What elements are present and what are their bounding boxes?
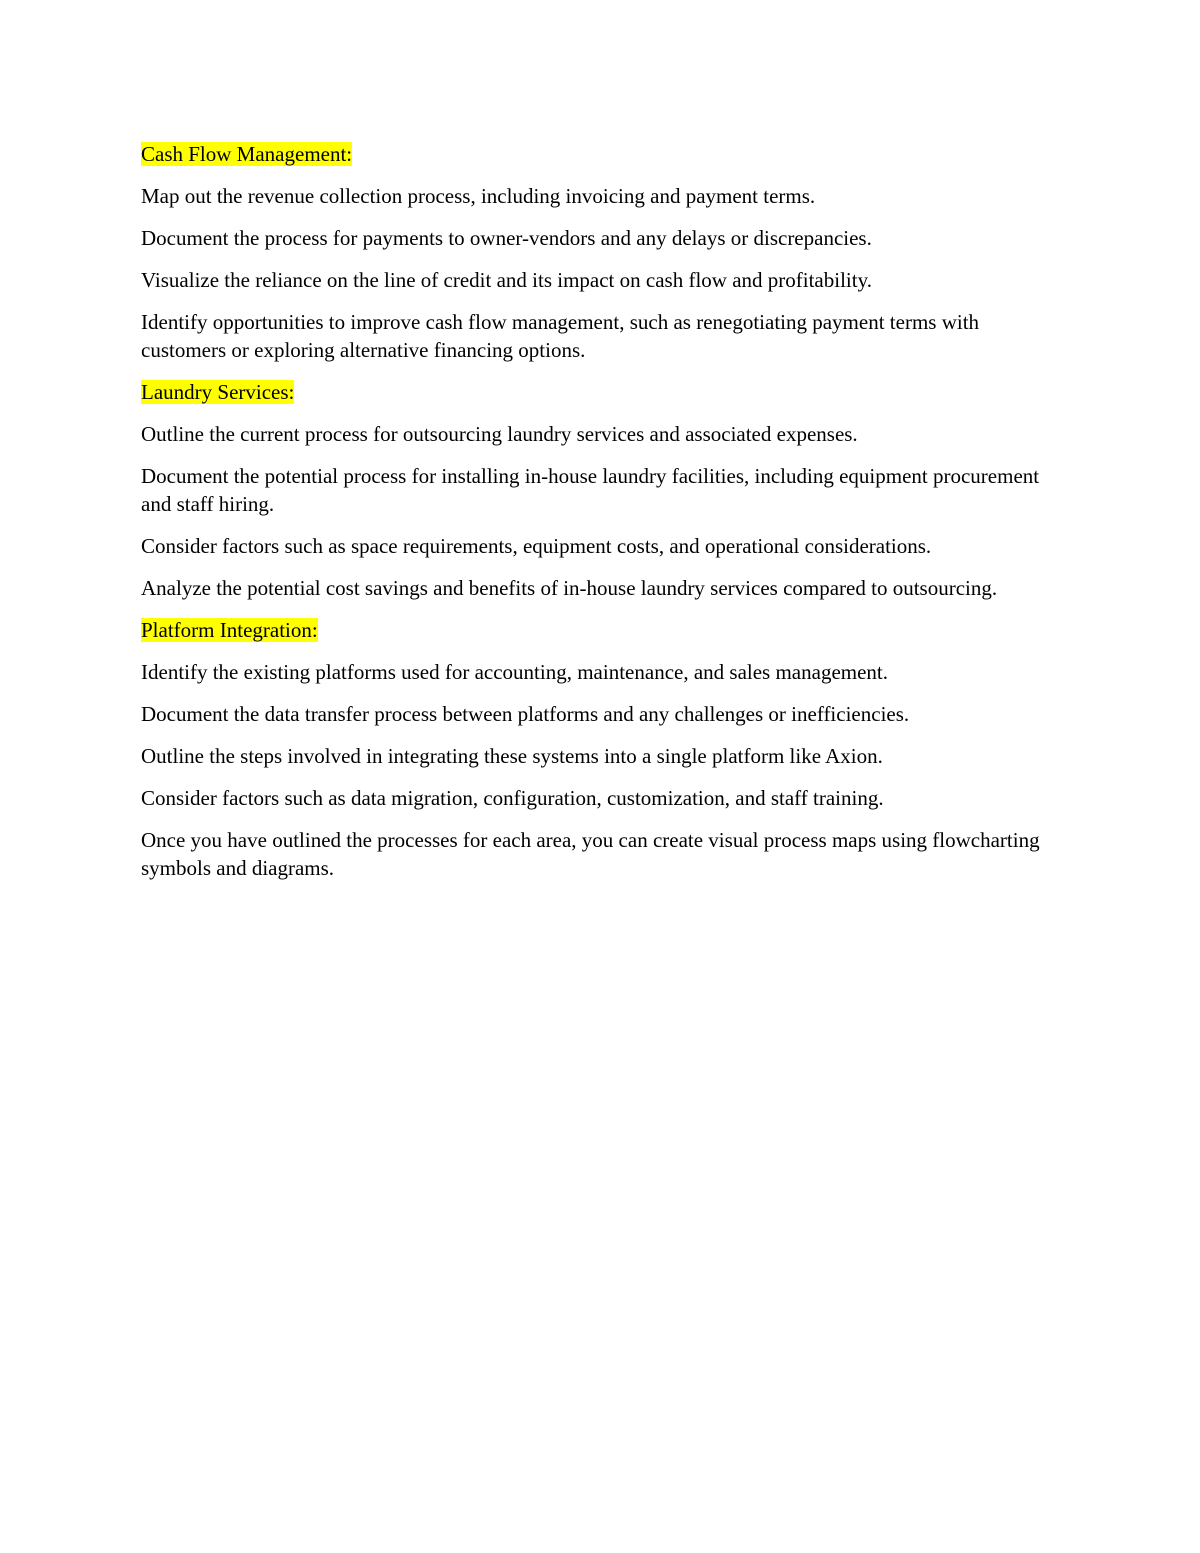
paragraph: Consider factors such as data migration, configuration, customization, and staff training. (141, 786, 884, 810)
section-heading (141, 140, 1046, 168)
paragraph: Outline the steps involved in integrating these systems into a single platform like Axion. (141, 744, 883, 768)
paragraph: Identify the existing platforms used for accounting, maintenance, and sales management. (141, 660, 889, 684)
paragraph: Document the data transfer process between platforms and any challenges or inefficiencies. (141, 702, 910, 726)
paragraph: Map out the revenue collection process, including invoicing and payment terms. (141, 184, 816, 208)
document-body (141, 140, 1046, 896)
highlighted-heading-text: Platform Integration: (141, 618, 318, 642)
section-laundry-services (141, 378, 1046, 602)
paragraph: Analyze the potential cost savings and benefits of in-house laundry services compared to outsourcing. (141, 576, 998, 600)
paragraph: Visualize the reliance on the line of credit and its impact on cash flow and profitability. (141, 268, 872, 292)
section-heading (141, 378, 1046, 406)
paragraph: Identify opportunities to improve cash flow management, such as renegotiating payment terms with customers or exploring alternative financing options. (141, 310, 980, 362)
section-platform-integration (141, 616, 1046, 882)
highlighted-heading-text: Cash Flow Management: (141, 142, 353, 166)
paragraph: Once you have outlined the processes for each area, you can create visual process maps using flowcharting symbols and diagrams. (141, 828, 1040, 880)
paragraph: Consider factors such as space requirements, equipment costs, and operational considerations. (141, 534, 932, 558)
paragraph: Outline the current process for outsourcing laundry services and associated expenses. (141, 422, 858, 446)
paragraph: Document the potential process for installing in-house laundry facilities, including equipment procurement and staff hiring. (141, 464, 1040, 516)
section-cash-flow-management (141, 140, 1046, 364)
paragraph: Document the process for payments to owner-vendors and any delays or discrepancies. (141, 226, 872, 250)
highlighted-heading-text: Laundry Services: (141, 380, 295, 404)
section-heading (141, 616, 1046, 644)
